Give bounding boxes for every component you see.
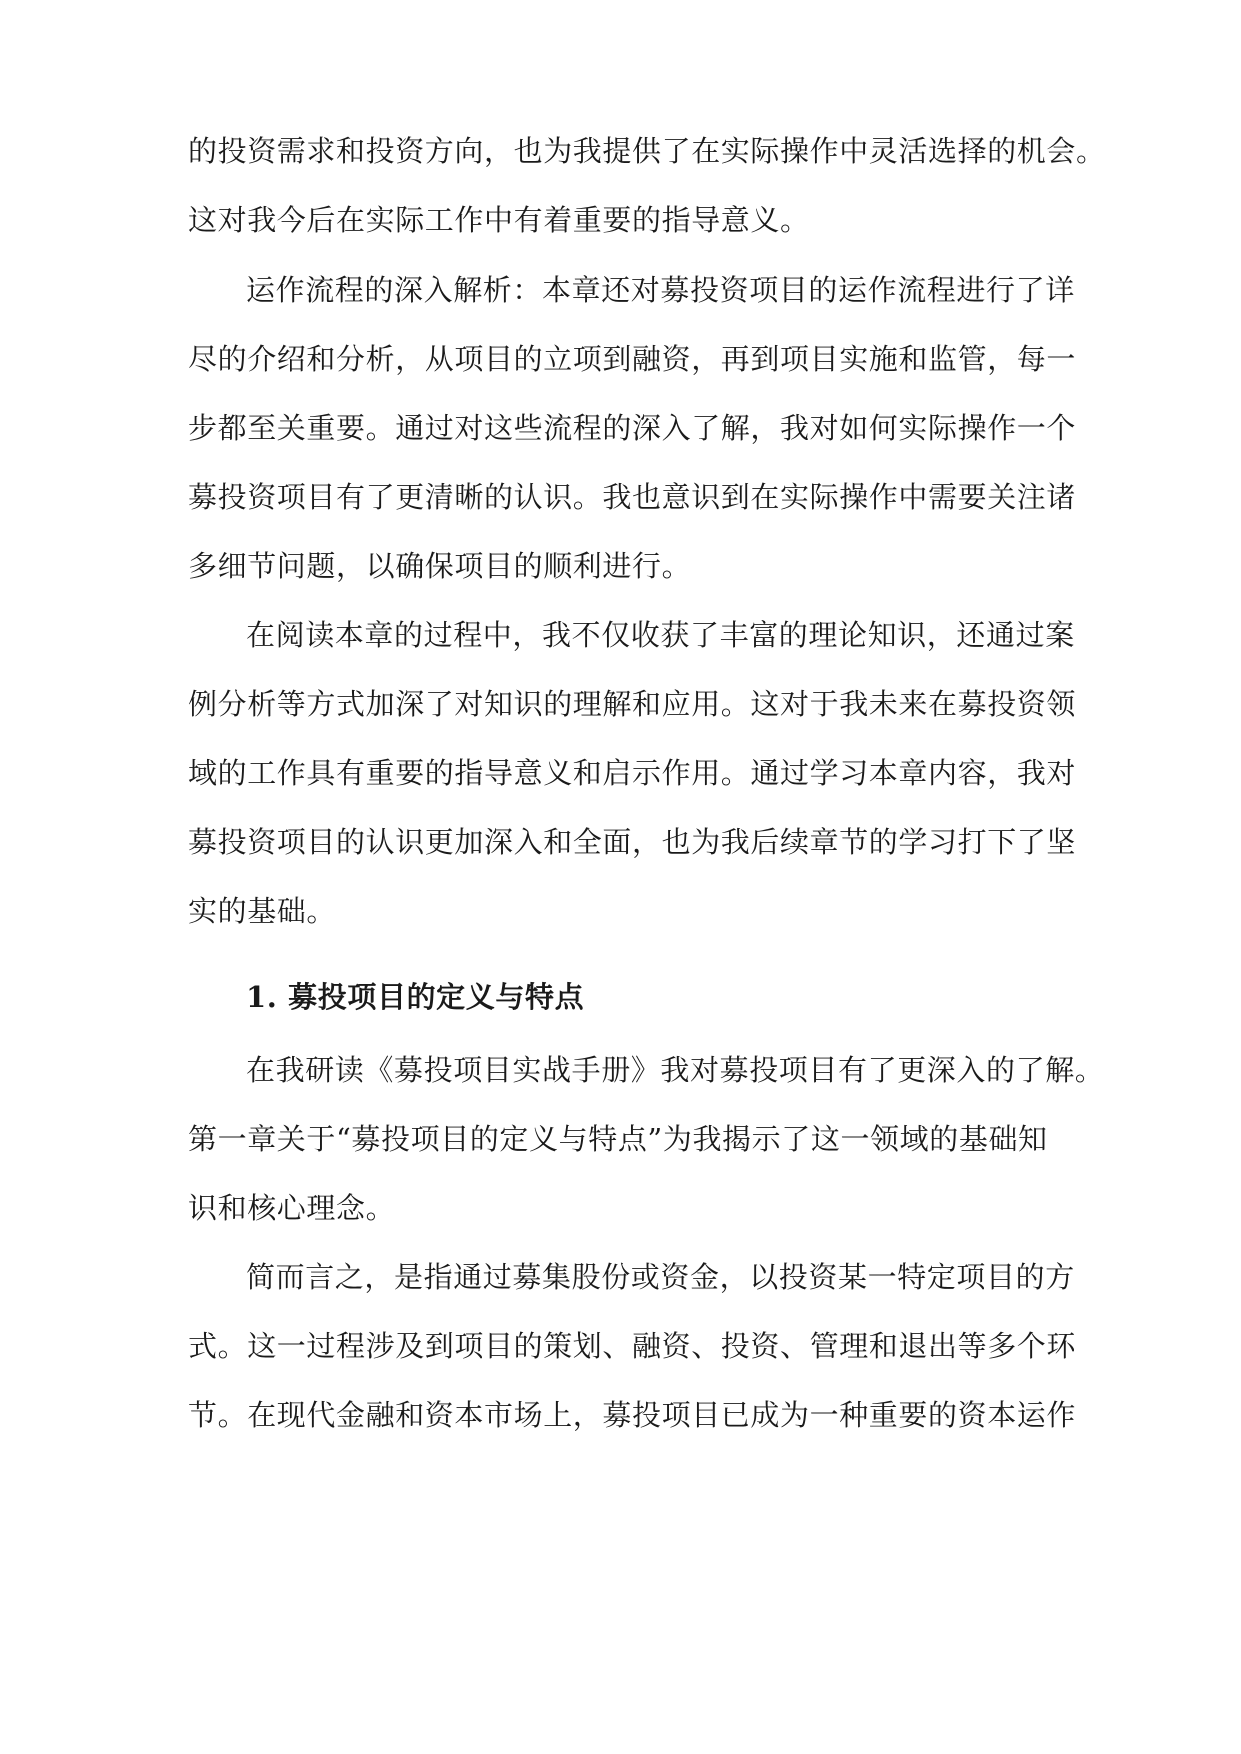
paragraph-line: 在我研读《募投项目实战手册》我对募投项目有了更深入的了解。 [246,1053,1105,1087]
paragraph-line: 募投资项目有了更清晰的认识。我也意识到在实际操作中需要关注诸 [188,480,1077,514]
section-heading: 1. 募投项目的定义与特点 [246,980,585,1014]
paragraph-line: 简而言之，是指通过募集股份或资金，以投资某一特定项目的方 [246,1260,1075,1294]
paragraph-line: 式。这一过程涉及到项目的策划、融资、投资、管理和退出等多个环 [188,1329,1077,1363]
paragraph-line: 域的工作具有重要的指导意义和启示作用。通过学习本章内容，我对 [188,756,1077,790]
paragraph-line: 运作流程的深入解析：本章还对募投资项目的运作流程进行了详 [246,273,1075,307]
paragraph-line: 实的基础。 [188,894,337,928]
paragraph-line: 步都至关重要。通过对这些流程的深入了解，我对如何实际操作一个 [188,411,1077,445]
paragraph-line: 例分析等方式加深了对知识的理解和应用。这对于我未来在募投资领 [188,687,1077,721]
paragraph-line: 识和核心理念。 [188,1191,396,1225]
paragraph-line: 这对我今后在实际工作中有着重要的指导意义。 [188,203,810,237]
paragraph-line: 在阅读本章的过程中，我不仅收获了丰富的理论知识，还通过案 [246,618,1075,652]
paragraph-line: 多细节问题，以确保项目的顺利进行。 [188,549,692,583]
paragraph-line: 第一章关于“募投项目的定义与特点”为我揭示了这一领域的基础知 [188,1122,1048,1156]
paragraph-line: 募投资项目的认识更加深入和全面，也为我后续章节的学习打下了坚 [188,825,1077,859]
paragraph-line: 尽的介绍和分析，从项目的立项到融资，再到项目实施和监管，每一 [188,342,1077,376]
paragraph-line: 的投资需求和投资方向，也为我提供了在实际操作中灵活选择的机会。 [188,134,1106,168]
paragraph-line: 节。在现代金融和资本市场上，募投项目已成为一种重要的资本运作 [188,1398,1077,1432]
